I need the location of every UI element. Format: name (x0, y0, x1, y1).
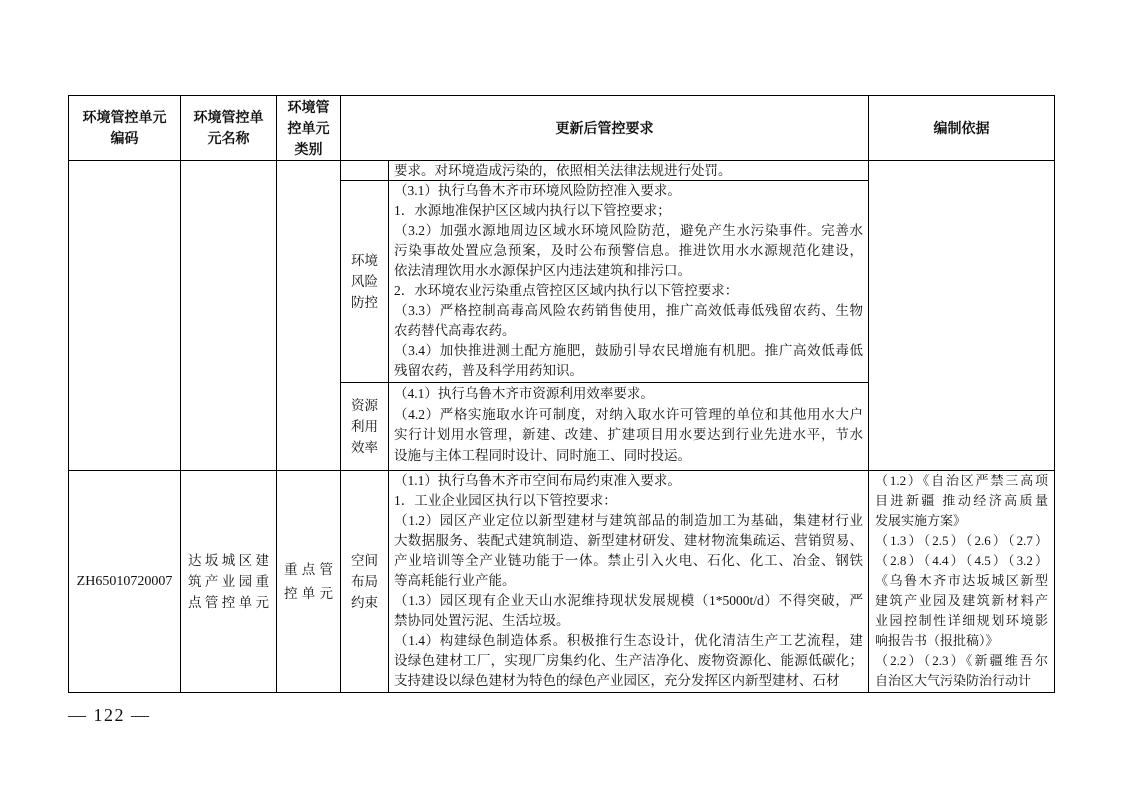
requirement-paragraph (394, 181, 863, 201)
requirement-line: （4.2）严格实施取水许可制度，对纳入取水许可管理的单位和其他用水大户 (394, 406, 863, 422)
requirement-line: 残留农药，普及科学用药知识。 (394, 363, 583, 378)
continued-unit-code-cell (69, 161, 180, 470)
basis-line: 响报告书（报批稿）》 (875, 633, 999, 648)
requirement-line: 农药替代高毒农药。 (394, 323, 516, 338)
category-line: 布局 (351, 574, 378, 589)
unit-code-cell (69, 471, 180, 692)
requirement-paragraph (394, 281, 863, 301)
requirement-line: （1.1）执行乌鲁木齐市空间布局约束准入要求。 (394, 473, 681, 488)
category-line: 防控 (351, 295, 378, 310)
header-unit-name (181, 96, 276, 160)
basis-line: 《乌鲁木齐市达坂城区新型 (875, 573, 1048, 588)
category-line: 利用 (351, 419, 378, 434)
header-line: 更新后管控要求 (555, 119, 654, 136)
header-line: 环境管 (287, 98, 330, 115)
resource-efficiency-requirements-cell (389, 383, 868, 470)
requirement-line: （3.4）加快推进测土配方施肥，鼓励引导农民增施有机肥。推广高效低毒低 (394, 343, 863, 358)
category-line: 效率 (351, 440, 378, 455)
requirement-paragraph (394, 384, 863, 405)
basis-line: 自治区大气污染防治行动计 (875, 673, 1032, 688)
header-unit-code (69, 96, 180, 160)
requirement-line: 依法清理饮用水水源保护区内违法建筑和排污口。 (394, 263, 691, 278)
requirement-line: 要求。对环境造成污染的，依照相关法律法规进行处罚。 (394, 163, 732, 178)
unit-code: ZH65010720007 (76, 574, 173, 589)
page-number: — 122 — (68, 705, 151, 725)
basis-line: 目进新疆 推动经济高质量 (875, 493, 1048, 508)
unit-name-line: 点管控单元 (188, 595, 269, 610)
requirement-line: 禁协同处置污泥、生活垃圾。 (394, 613, 570, 628)
requirement-paragraph (394, 341, 863, 381)
unit-name-cell (181, 471, 276, 692)
header-line: 编制依据 (933, 119, 990, 136)
requirement-line: 1．工业企业园区执行以下管控要求： (394, 493, 617, 508)
basis-paragraph (875, 471, 1048, 531)
header-line: 元名称 (207, 130, 250, 146)
basis-line: 发展实施方案》 (875, 513, 967, 528)
header-basis (869, 96, 1054, 160)
requirement-line: （1.4）构建绿色制造体系。积极推行生态设计，优化清洁生产工艺流程，建 (394, 633, 863, 648)
requirement-paragraph (394, 491, 863, 511)
unit-type-line: 控单元 (284, 585, 333, 601)
requirement-line: 支持建设以绿色建材为特色的绿色产业园区，充分发挥区内新型建材、石材 (394, 673, 840, 688)
unit-type-line: 重点管 (284, 561, 333, 577)
category-line: 空间 (351, 553, 378, 568)
requirement-paragraph (394, 405, 863, 467)
spatial-layout-requirements-cell (389, 471, 868, 692)
category-line: 风险 (351, 274, 378, 289)
requirement-line: （3.2）加强水源地周边区域水环境风险防范，避免产生水污染事件。完善水 (394, 223, 863, 238)
unit-type-cell (277, 471, 340, 692)
header-line: 环境管控单 (193, 109, 264, 125)
header-line: 类别 (294, 140, 323, 157)
requirement-line: 设绿色建材工厂，实现厂房集约化、生产洁净化、废物资源化、能源低碳化； (394, 653, 863, 668)
requirement-paragraph (394, 471, 863, 491)
basis-line: 业园控制性详细规划环境影 (875, 613, 1048, 628)
unit-name-line: 筑产业园重 (188, 574, 269, 589)
requirement-line: 大数据服务、装配式建筑制造、新型建材研发、建材物流集疏运、营销贸易、 (394, 533, 863, 548)
requirement-line: （1.3）园区现有企业天山水泥维持现状发展规模（1*5000t/d）不得突破，严 (394, 593, 863, 608)
spatial-layout-category-cell (341, 471, 388, 692)
header-unit-type (277, 96, 340, 160)
basis-line: （2.2）（2.3）《新疆维吾尔 (875, 653, 1048, 668)
requirement-paragraph (394, 591, 863, 631)
requirement-line: （1.2）园区产业定位以新型建材与建筑部品的制造加工为基础，集建材行业 (394, 513, 863, 528)
category-line: 约束 (351, 595, 378, 610)
header-line: 环境管控单元 (82, 109, 167, 125)
requirement-paragraph (394, 511, 863, 591)
continued-unit-type-cell (277, 161, 340, 470)
continued-category-cell (341, 161, 388, 180)
continued-unit-name-cell (181, 161, 276, 470)
requirement-line: （4.1）执行乌鲁木齐市资源利用效率要求。 (394, 386, 654, 401)
basis-paragraph (875, 651, 1048, 691)
requirement-line: （3.3）严格控制高毒高风险农药销售使用，推广高效低毒低残留农药、生物 (394, 303, 863, 318)
category-line: 环境 (351, 253, 378, 268)
carry-over-requirement-cell (389, 161, 868, 180)
basis-paragraph (875, 531, 1048, 651)
risk-control-requirements-cell (389, 181, 868, 382)
basis-line: （1.3）（2.5）（2.6）（2.7） (875, 533, 1048, 548)
unit-name-line: 达坂城区建 (188, 553, 269, 568)
basis-line: 建筑产业园及建筑新材料产 (875, 593, 1048, 608)
requirement-line: 1．水源地准保护区区域内执行以下管控要求； (394, 203, 671, 218)
requirement-line: （3.1）执行乌鲁木齐市环境风险防控准入要求。 (394, 183, 681, 198)
requirement-line: 污染事故处置应急预案，及时公布预警信息。推进饮用水水源规范化建设， (394, 243, 863, 258)
risk-control-category-cell (341, 181, 388, 382)
requirement-line: 产业培训等全产业链功能于一体。禁止引入火电、石化、化工、冶金、钢铁 (394, 553, 863, 568)
header-line: 控单元 (287, 119, 330, 136)
requirement-paragraph (394, 631, 863, 691)
requirement-paragraph (394, 201, 863, 221)
requirement-line: 实行计划用水管理，新建、改建、扩建项目用水要达到行业先进水平，节水 (394, 427, 863, 442)
category-line: 资源 (351, 398, 378, 413)
basis-line: （1.2）《自治区严禁三高项 (875, 473, 1048, 488)
basis-line: （2.8）（4.4）（4.5）（3.2） (875, 553, 1048, 568)
control-unit-table (68, 95, 1055, 693)
unit-basis-cell (869, 471, 1054, 692)
requirement-line: 设施与主体工程同时设计、同时施工、同时投运。 (394, 447, 691, 463)
requirement-line: 2．水环境农业污染重点管控区区域内执行以下管控要求： (394, 283, 739, 298)
header-requirements (341, 96, 868, 160)
requirement-paragraph (394, 301, 863, 341)
resource-efficiency-category-cell (341, 383, 388, 470)
header-line: 编码 (110, 130, 139, 146)
requirement-paragraph (394, 221, 863, 281)
requirement-line: 等高耗能行业产能。 (394, 573, 516, 588)
continued-basis-cell (869, 161, 1054, 470)
